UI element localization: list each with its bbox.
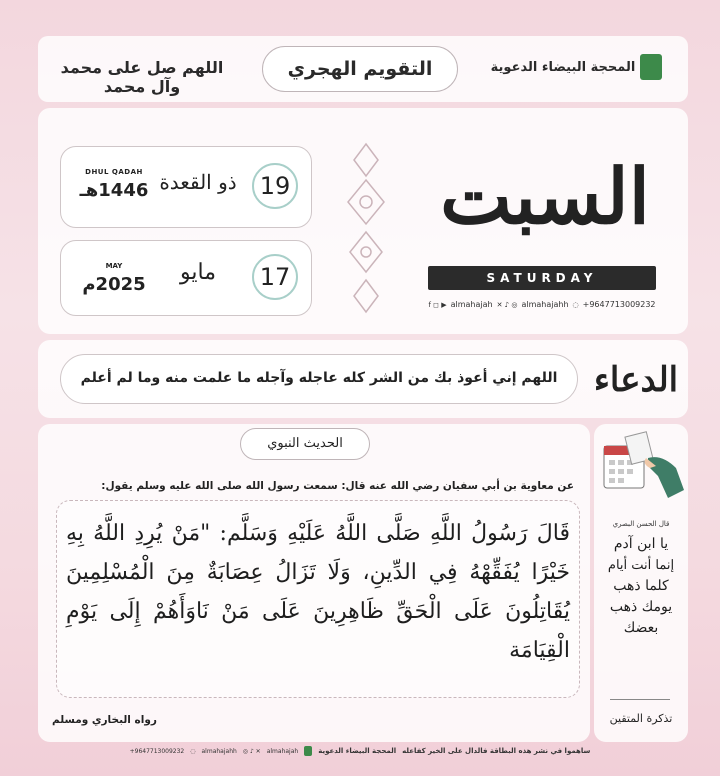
weekday-en: SATURDAY xyxy=(428,266,656,290)
reminder-line: بعضك xyxy=(623,620,659,636)
gregorian-month-en: MAY xyxy=(105,262,123,270)
reminder-lines xyxy=(596,534,686,639)
hadith-chain: عن معاوية بن أبي سفيان رضي الله عنه قال: سمعت رسول الله صلى الله عليه وسلم يقول: xyxy=(101,480,574,492)
footer-logo-icon xyxy=(304,746,312,756)
footer-handle2: almahajahh xyxy=(201,747,237,755)
reminder-divider xyxy=(610,694,670,700)
hijri-day: 19 xyxy=(252,163,298,209)
reminder-line: كلما ذهب xyxy=(613,578,669,594)
social-handle2: almahajahh xyxy=(521,300,569,309)
hijri-month-en: DHUL QADAH xyxy=(85,168,143,176)
social-handle1: almahajah xyxy=(450,300,493,309)
reminder-line: إنما أنت أيام xyxy=(607,558,675,573)
org-logo-icon xyxy=(640,54,662,80)
gregorian-month-ar: مايو xyxy=(180,260,216,285)
footer-social-icons: ◎ ♪ ✕ xyxy=(242,747,261,755)
ornament-icon xyxy=(338,140,394,324)
calendar-hand-icon xyxy=(598,428,686,504)
header-org: المحجة البيضاء الدعوية xyxy=(490,60,636,75)
social-row xyxy=(428,300,656,309)
reminder-attribution: قال الحسن البصري xyxy=(612,520,670,528)
reminder-label: تذكرة المتقين xyxy=(609,712,673,725)
reminder-line: يومك ذهب xyxy=(609,599,673,615)
header-prayer: اللهم صل على محمد وآل محمد xyxy=(60,58,224,96)
footer-text: ساهموا في نشر هذه البطاقة فالدال على الخير كفاعله xyxy=(402,747,591,755)
hijri-year: 1446هـ xyxy=(79,180,149,201)
hadith-label: الحديث النبوي xyxy=(267,436,343,451)
footer-whatsapp-icon: ◌ xyxy=(190,747,196,755)
hadith-text: قَالَ رَسُولُ اللَّهِ صَلَّى اللَّهُ عَلَيْهِ وَسَلَّم: "مَنْ يُرِدِ اللَّهُ بِهِ خَيْرًا يُفَقِّهْهُ فِي الدِّينِ، وَلَا تَزَالُ عِصَابَةٌ مِنَ الْمُسْلِمِينَ يُقَاتِلُونَ عَلَى الْحَقِّ ظَاهِرِينَ عَلَى مَنْ نَاوَأَهُمْ إِلَى يَوْمِ الْقِيَامَة xyxy=(66,521,570,663)
social-icons-2: ✕ ♪ ◎ xyxy=(496,300,518,309)
dua-text: اللهم إني أعوذ بك من الشر كله عاجله وآجله ما علمت منه وما لم أعلم xyxy=(80,370,558,386)
hijri-month-ar: ذو القعدة xyxy=(159,170,237,194)
footer-org: المحجة البيضاء الدعوية xyxy=(318,747,397,755)
footer-row xyxy=(50,744,670,758)
footer-handle1: almahajah xyxy=(266,747,299,755)
social-icons: f ◻ ▶ xyxy=(428,300,447,309)
footer-phone: +9647713009232 xyxy=(129,747,185,755)
page-title: التقويم الهجري xyxy=(287,58,433,80)
gregorian-year: 2025م xyxy=(82,274,146,295)
dua-label: الدعاء xyxy=(593,360,679,400)
reminder-line: يا ابن آدم xyxy=(613,536,669,552)
hadith-source: رواه البخاري ومسلم xyxy=(52,714,157,726)
gregorian-day: 17 xyxy=(252,254,298,300)
weekday-ar: السبت xyxy=(440,152,650,241)
whatsapp-icon: ◌ xyxy=(572,300,579,309)
social-phone: +9647713009232 xyxy=(582,300,656,309)
